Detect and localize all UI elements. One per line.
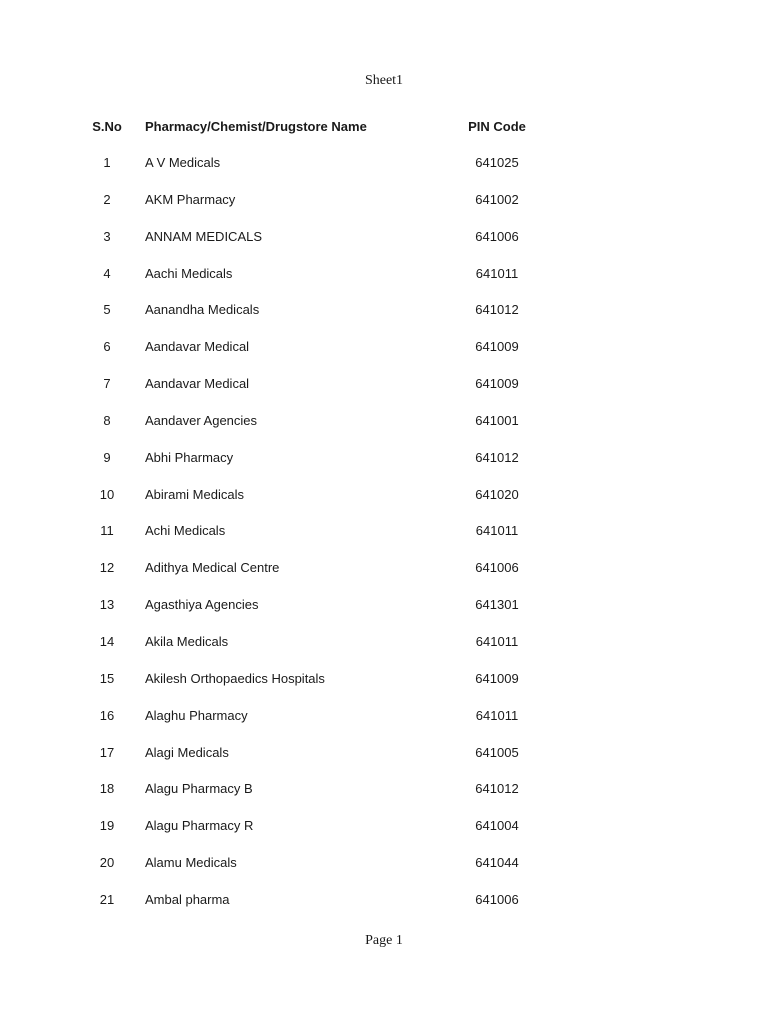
row-pin: 641009 bbox=[475, 670, 519, 686]
row-pin: 641044 bbox=[475, 855, 519, 871]
row-sno: 12 bbox=[99, 560, 115, 576]
row-pin: 641011 bbox=[475, 523, 519, 539]
sheet-title: Sheet1 bbox=[364, 73, 404, 88]
row-sno: 21 bbox=[99, 891, 115, 907]
row-name: Agasthiya Agencies bbox=[145, 597, 259, 613]
row-sno: 18 bbox=[99, 781, 115, 797]
row-sno: 13 bbox=[99, 597, 115, 613]
table-row bbox=[0, 813, 768, 850]
table-row bbox=[0, 408, 768, 445]
row-name: AKM Pharmacy bbox=[145, 191, 236, 207]
row-name: Alagu Pharmacy B bbox=[145, 781, 253, 797]
row-sno: 15 bbox=[99, 670, 115, 686]
table-row bbox=[0, 445, 768, 482]
row-name: Achi Medicals bbox=[145, 523, 226, 539]
table-row bbox=[0, 887, 768, 924]
table-row bbox=[0, 261, 768, 298]
row-pin: 641012 bbox=[475, 449, 519, 465]
table-body bbox=[0, 150, 768, 924]
table-row bbox=[0, 703, 768, 740]
table-row bbox=[0, 187, 768, 224]
row-name: Ambal pharma bbox=[145, 891, 230, 907]
row-name: Akila Medicals bbox=[145, 633, 229, 649]
row-name: Aachi Medicals bbox=[145, 265, 233, 281]
row-sno: 20 bbox=[99, 855, 115, 871]
row-sno: 11 bbox=[100, 523, 114, 539]
header-sno: S.No bbox=[92, 119, 122, 134]
row-pin: 641009 bbox=[475, 376, 519, 392]
row-name: Alagu Pharmacy R bbox=[145, 818, 254, 834]
row-pin: 641011 bbox=[475, 707, 519, 723]
row-name: Alamu Medicals bbox=[145, 855, 237, 871]
row-name: Abhi Pharmacy bbox=[145, 449, 234, 465]
row-sno: 1 bbox=[103, 155, 111, 170]
row-name: Aandavar Medical bbox=[145, 339, 250, 355]
row-pin: 641009 bbox=[475, 339, 519, 355]
row-pin: 641011 bbox=[475, 633, 519, 649]
row-sno: 16 bbox=[99, 707, 115, 723]
row-pin: 641006 bbox=[475, 560, 519, 576]
row-pin: 641004 bbox=[475, 818, 519, 834]
row-pin: 641020 bbox=[475, 486, 519, 502]
table-header-row bbox=[0, 114, 768, 150]
row-pin: 641025 bbox=[475, 155, 519, 170]
table-row bbox=[0, 592, 768, 629]
row-sno: 10 bbox=[99, 486, 115, 502]
row-name: ANNAM MEDICALS bbox=[145, 228, 263, 244]
table-row bbox=[0, 629, 768, 666]
table-row bbox=[0, 666, 768, 703]
row-sno: 19 bbox=[99, 818, 115, 834]
table-row bbox=[0, 371, 768, 408]
row-name: Alaghu Pharmacy bbox=[145, 707, 248, 723]
table-row bbox=[0, 334, 768, 371]
row-pin: 641012 bbox=[475, 781, 519, 797]
row-pin: 641002 bbox=[475, 191, 519, 207]
row-sno: 17 bbox=[99, 744, 115, 760]
row-sno: 9 bbox=[103, 449, 111, 465]
row-sno: 3 bbox=[103, 228, 111, 244]
pharmacy-table bbox=[0, 114, 768, 924]
row-pin: 641001 bbox=[475, 412, 519, 428]
row-pin: 641006 bbox=[475, 228, 519, 244]
header-pin: PIN Code bbox=[468, 119, 526, 134]
row-name: Alagi Medicals bbox=[145, 744, 229, 760]
table-row bbox=[0, 850, 768, 887]
page-footer: Page 1 bbox=[365, 933, 403, 948]
row-pin: 641005 bbox=[475, 744, 519, 760]
row-name: Akilesh Orthopaedics Hospitals bbox=[145, 670, 325, 686]
row-sno: 6 bbox=[103, 339, 111, 355]
row-pin: 641012 bbox=[475, 302, 519, 318]
header-name: Pharmacy/Chemist/Drugstore Name bbox=[145, 119, 367, 134]
table-row bbox=[0, 150, 768, 187]
row-sno: 7 bbox=[103, 376, 111, 392]
row-sno: 8 bbox=[103, 412, 111, 428]
row-name: Abirami Medicals bbox=[145, 486, 244, 502]
row-pin: 641301 bbox=[475, 597, 519, 613]
row-pin: 641011 bbox=[475, 265, 519, 281]
row-name: Aanandha Medicals bbox=[145, 302, 260, 318]
row-sno: 4 bbox=[103, 265, 111, 281]
table-row bbox=[0, 776, 768, 813]
table-row bbox=[0, 297, 768, 334]
row-sno: 14 bbox=[99, 633, 115, 649]
row-sno: 5 bbox=[103, 302, 111, 318]
row-name: A V Medicals bbox=[145, 155, 221, 170]
table-row bbox=[0, 555, 768, 592]
row-name: Aandavar Medical bbox=[145, 376, 250, 392]
row-name: Aandaver Agencies bbox=[145, 412, 258, 428]
table-row bbox=[0, 518, 768, 555]
row-pin: 641006 bbox=[475, 891, 519, 907]
row-sno: 2 bbox=[103, 191, 111, 207]
table-row bbox=[0, 224, 768, 261]
table-row bbox=[0, 740, 768, 777]
row-name: Adithya Medical Centre bbox=[145, 560, 280, 576]
table-row bbox=[0, 482, 768, 519]
